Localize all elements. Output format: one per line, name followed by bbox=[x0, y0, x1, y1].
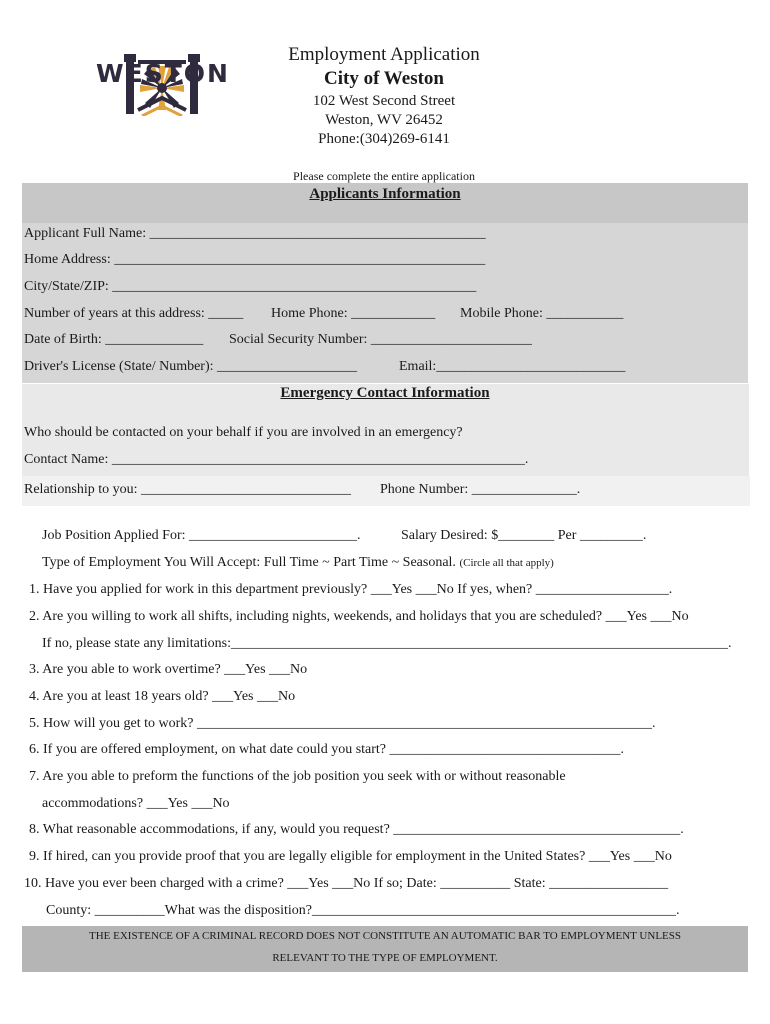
relationship-field[interactable]: Relationship to you: ______________________________ bbox=[24, 482, 352, 497]
city-name: City of Weston bbox=[324, 68, 444, 89]
question-1[interactable]: 1. Have you applied for work in this department previously? ___Yes ___No If yes, when? ___________________. bbox=[29, 582, 673, 597]
applicant-full-name-field[interactable]: Applicant Full Name: ________________________________________________ bbox=[24, 226, 486, 241]
question-9[interactable]: 9. If hired, can you provide proof that you are legally eligible for employment in the United States? ___Yes ___No bbox=[29, 849, 672, 864]
employment-type-line bbox=[42, 555, 554, 571]
emergency-contact-heading: Emergency Contact Information bbox=[280, 385, 490, 401]
weston-logo bbox=[88, 54, 238, 146]
question-4[interactable]: 4. Are you at least 18 years old? ___Yes ___No bbox=[29, 689, 296, 704]
question-7-answer[interactable]: accommodations? ___Yes ___No bbox=[42, 796, 230, 811]
city-state-zip-field[interactable]: City/State/ZIP: ____________________________________________________ bbox=[24, 279, 477, 294]
logo-wordmark: WESTON bbox=[96, 59, 230, 88]
form-title: Employment Application bbox=[288, 44, 480, 65]
emergency-question: Who should be contacted on your behalf if you are involved in an emergency? bbox=[24, 425, 463, 440]
instructions: Please complete the entire application bbox=[293, 169, 475, 183]
question-7: 7. Are you able to preform the functions of the job position you seek with or without reasonable bbox=[29, 769, 566, 784]
criminal-record-notice-line-2: RELEVANT TO THE TYPE OF EMPLOYMENT. bbox=[272, 952, 498, 964]
employment-type-text: Type of Employment You Will Accept: Full Time ~ Part Time ~ Seasonal. bbox=[42, 555, 456, 570]
salary-desired-field[interactable]: Salary Desired: $________ Per _________. bbox=[401, 528, 647, 543]
question-2[interactable]: 2. Are you willing to work all shifts, including nights, weekends, and holidays that you are scheduled? ___Yes ___No bbox=[29, 609, 689, 624]
mobile-phone-field[interactable]: Mobile Phone: ___________ bbox=[460, 306, 624, 321]
question-3[interactable]: 3. Are you able to work overtime? ___Yes ___No bbox=[29, 662, 308, 677]
question-10-county[interactable]: County: __________What was the disposition?____________________________________________________. bbox=[46, 903, 680, 918]
applicant-info-heading: Applicants Information bbox=[309, 186, 461, 202]
home-phone-field[interactable]: Home Phone: ____________ bbox=[271, 306, 436, 321]
city-phone: Phone:(304)269-6141 bbox=[318, 131, 450, 147]
email-field[interactable]: Email:___________________________ bbox=[399, 359, 626, 374]
drivers-license-field[interactable]: Driver's License (State/ Number): ____________________ bbox=[24, 359, 358, 374]
criminal-record-notice-line-1: THE EXISTENCE OF A CRIMINAL RECORD DOES NOT CONSTITUTE AN AUTOMATIC BAR TO EMPLOYMENT UNLESS bbox=[89, 930, 681, 942]
address-line-2: Weston, WV 26452 bbox=[325, 112, 443, 128]
question-5[interactable]: 5. How will you get to work? _________________________________________________________________. bbox=[29, 716, 656, 731]
ssn-field[interactable]: Social Security Number: _______________________ bbox=[229, 332, 532, 347]
question-2-limitations[interactable]: If no, please state any limitations:_______________________________________________________________________. bbox=[42, 636, 732, 651]
emergency-phone-field[interactable]: Phone Number: _______________. bbox=[380, 482, 581, 497]
home-address-field[interactable]: Home Address: _____________________________________________________ bbox=[24, 252, 486, 267]
job-position-field[interactable]: Job Position Applied For: ________________________. bbox=[42, 528, 361, 543]
question-10[interactable]: 10. Have you ever been charged with a crime? ___Yes ___No If so; Date: __________ State: _________________ bbox=[24, 876, 669, 891]
question-8[interactable]: 8. What reasonable accommodations, if any, would you request? _________________________________________. bbox=[29, 822, 684, 837]
date-of-birth-field[interactable]: Date of Birth: ______________ bbox=[24, 332, 204, 347]
years-at-address-field[interactable]: Number of years at this address: _____ bbox=[24, 306, 244, 321]
address-line-1: 102 West Second Street bbox=[312, 93, 456, 109]
question-6[interactable]: 6. If you are offered employment, on what date could you start? _________________________________. bbox=[29, 742, 625, 757]
contact-name-field[interactable]: Contact Name: ___________________________________________________________. bbox=[24, 452, 529, 467]
employment-type-note: (Circle all that apply) bbox=[459, 557, 554, 569]
